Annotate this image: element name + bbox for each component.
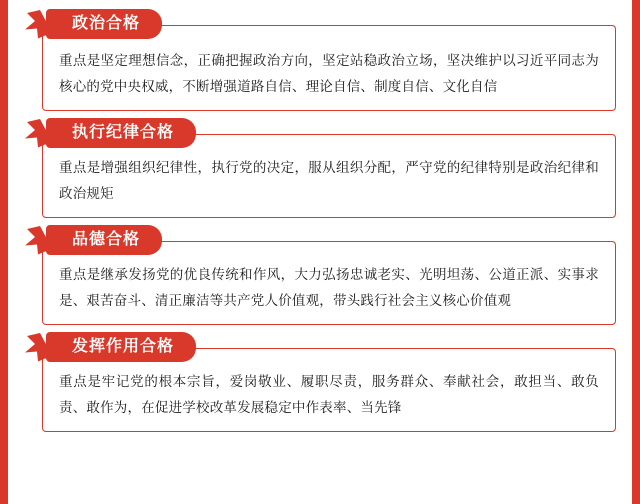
section-political-qualification [18,8,622,111]
section-header [18,331,622,363]
star-icon [18,331,62,363]
section-morality-qualification [18,224,622,325]
section-title: 发挥作用合格 [72,338,175,355]
section-title-pill [46,9,162,39]
section-title: 执行纪律合格 [72,124,175,141]
section-body-text: 重点是继承发扬党的优良传统和作风，大力弘扬忠诚老实、光明坦荡、公道正派、实事求是、艰苦奋斗、清正廉洁等共产党人价值观，带头践行社会主义核心价值观 [59,267,599,308]
section-header [18,117,622,149]
section-title-pill [46,332,196,362]
star-icon [18,224,62,256]
section-title-pill [46,225,162,255]
section-body-text: 重点是坚定理想信念，正确把握政治方向，坚定站稳政治立场，坚决维护以习近平同志为核心的党中央权威，不断增强道路自信、理论自信、制度自信、文化自信 [59,53,599,94]
section-title: 政治合格 [72,15,141,32]
section-role-qualification [18,331,622,432]
section-body-text: 重点是增强组织纪律性，执行党的决定，服从组织分配，严守党的纪律特别是政治纪律和政治规矩 [59,160,599,201]
section-title-pill [46,118,196,148]
star-icon [18,117,62,149]
section-title: 品德合格 [72,231,141,248]
section-discipline-qualification [18,117,622,218]
section-body-text: 重点是牢记党的根本宗旨，爱岗敬业、履职尽责，服务群众、奉献社会，敢担当、敢负责、敢作为，在促进学校改革发展稳定中作表率、当先锋 [59,374,599,415]
star-icon [18,8,62,40]
right-accent-bar [632,0,640,504]
section-header [18,8,622,40]
left-accent-bar [0,0,8,504]
section-header [18,224,622,256]
